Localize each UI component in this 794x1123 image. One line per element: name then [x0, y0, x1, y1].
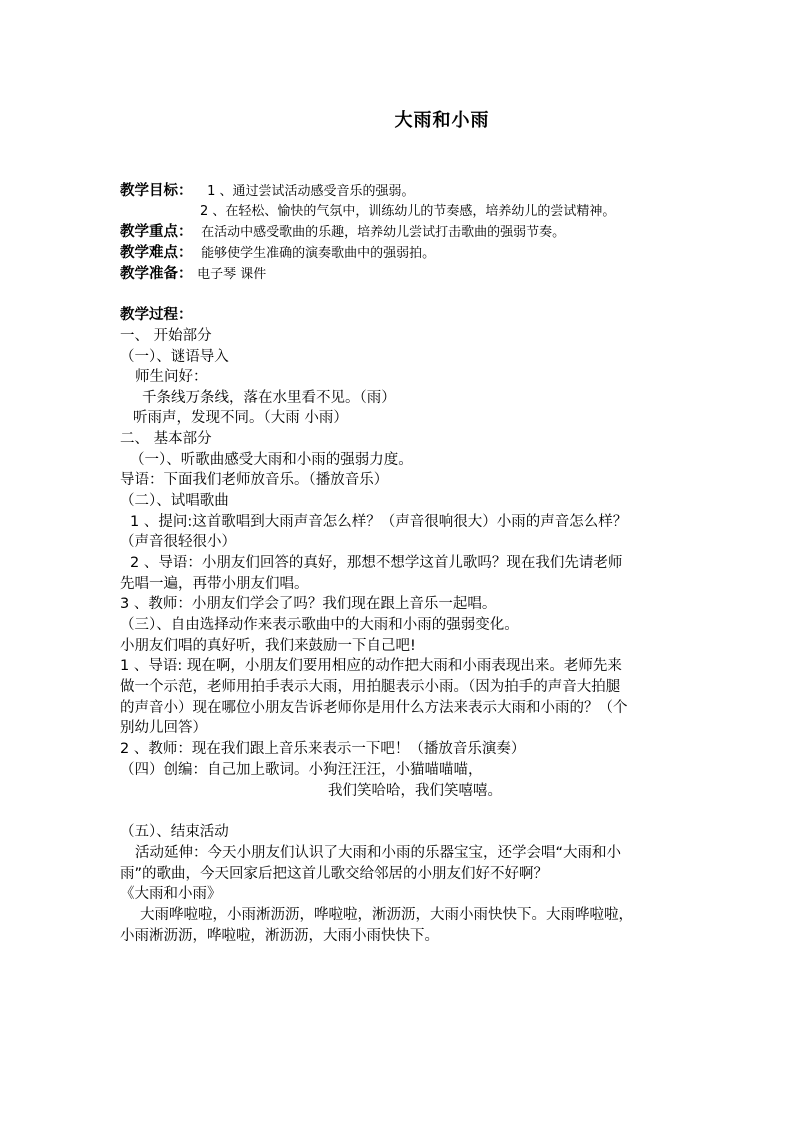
- text-line: 千条线万条线，落在水里看不见。（雨）: [142, 390, 396, 406]
- text-line: （声音很轻很小）: [120, 534, 236, 550]
- key-row: [120, 222, 565, 243]
- text-line: （四）创编：自己加上歌词。小狗汪汪汪，小猫喵喵喵，: [120, 762, 483, 778]
- text-line: 雨”的歌曲，今天回家后把这首儿歌交给邻居的小朋友们好不好啊？: [120, 866, 549, 882]
- text-line: 小雨淅沥沥，哗啦啦，淅沥沥，大雨小雨快快下。: [120, 928, 439, 944]
- text-line: 我们笑哈哈，我们笑嘻嘻。: [328, 783, 502, 799]
- text-line: 听雨声，发现不同。（大雨 小雨）: [133, 410, 348, 426]
- text-line: 导语：下面我们老师放音乐。（播放音乐）: [120, 472, 389, 488]
- text-line: 二、 基本部分: [120, 431, 212, 447]
- difficulty-text: 能够使学生准确的演奏歌曲中的强弱拍。: [201, 246, 436, 261]
- goal-item-1: 1 、通过尝试活动感受音乐的强弱。: [207, 184, 415, 199]
- text-line: （一）、谜语导入: [120, 349, 229, 365]
- text-line: （五）、结束活动: [120, 824, 229, 840]
- key-text: 在活动中感受歌曲的乐趣，培养幼儿尝试打击歌曲的强弱节奏。: [201, 225, 566, 240]
- text-line: 的声音小）现在哪位小朋友告诉老师你是用什么方法来表示大雨和小雨的？（个: [120, 700, 628, 716]
- text-line: 师生问好：: [135, 369, 208, 385]
- prep-text: 电子琴 课件: [197, 267, 267, 282]
- document-title: 大雨和小雨: [394, 110, 490, 131]
- prep-row: [120, 264, 266, 285]
- text-line: 大雨哗啦啦，小雨淅沥沥，哗啦啦，淅沥沥，大雨小雨快快下。大雨哗啦啦，: [140, 907, 633, 923]
- text-line: 小朋友们唱的真好听，我们来鼓励一下自己吧!: [120, 638, 416, 654]
- text-line: 先唱一遍，再带小朋友们唱。: [120, 576, 309, 592]
- text-line: 做一个示范，老师用拍手表示大雨，用拍腿表示小雨。（因为拍手的声音大拍腿: [120, 679, 621, 695]
- text-line: （一）、听歌曲感受大雨和小雨的强弱力度。: [130, 452, 413, 468]
- text-line: 活动延伸：今天小朋友们认识了大雨和小雨的乐器宝宝，还学会唱“大雨和小: [135, 845, 622, 861]
- text-line: （二）、试唱歌曲: [120, 493, 229, 509]
- goal-item-2: 2 、在轻松、愉快的气氛中，训练幼儿的节奏感，培养幼儿的尝试精神。: [200, 204, 616, 219]
- process-label: 教学过程：: [120, 307, 193, 323]
- goal-row-1: [120, 181, 415, 202]
- difficulty-label: 教学难点：: [120, 245, 193, 261]
- text-line: 2 、教师：现在我们跟上音乐来表示一下吧！（播放音乐演奏）: [120, 741, 526, 757]
- text-line: 3 、教师：小朋友们学会了吗？我们现在跟上音乐一起唱。: [120, 596, 497, 612]
- text-line: 1 、提问:这首歌唱到大雨声音怎么样？（声音很响很大）小雨的声音怎么样？: [130, 514, 628, 530]
- text-line: 2 、导语：小朋友们回答的真好，那想不想学这首儿歌吗？现在我们先请老师: [130, 555, 623, 571]
- text-line: 《大雨和小雨》: [120, 886, 222, 902]
- difficulty-row: [120, 243, 435, 264]
- key-label: 教学重点：: [120, 224, 193, 240]
- prep-label: 教学准备：: [120, 266, 193, 282]
- text-line: （三）、自由选择动作来表示歌曲中的大雨和小雨的强弱变化。: [120, 617, 519, 633]
- text-line: 别幼儿回答）: [120, 720, 207, 736]
- text-line: 一、 开始部分: [120, 328, 212, 344]
- text-line: 1 、导语: 现在啊，小朋友们要用相应的动作把大雨和小雨表现出来。老师先来: [120, 658, 622, 674]
- goal-label: 教学目标：: [120, 183, 193, 199]
